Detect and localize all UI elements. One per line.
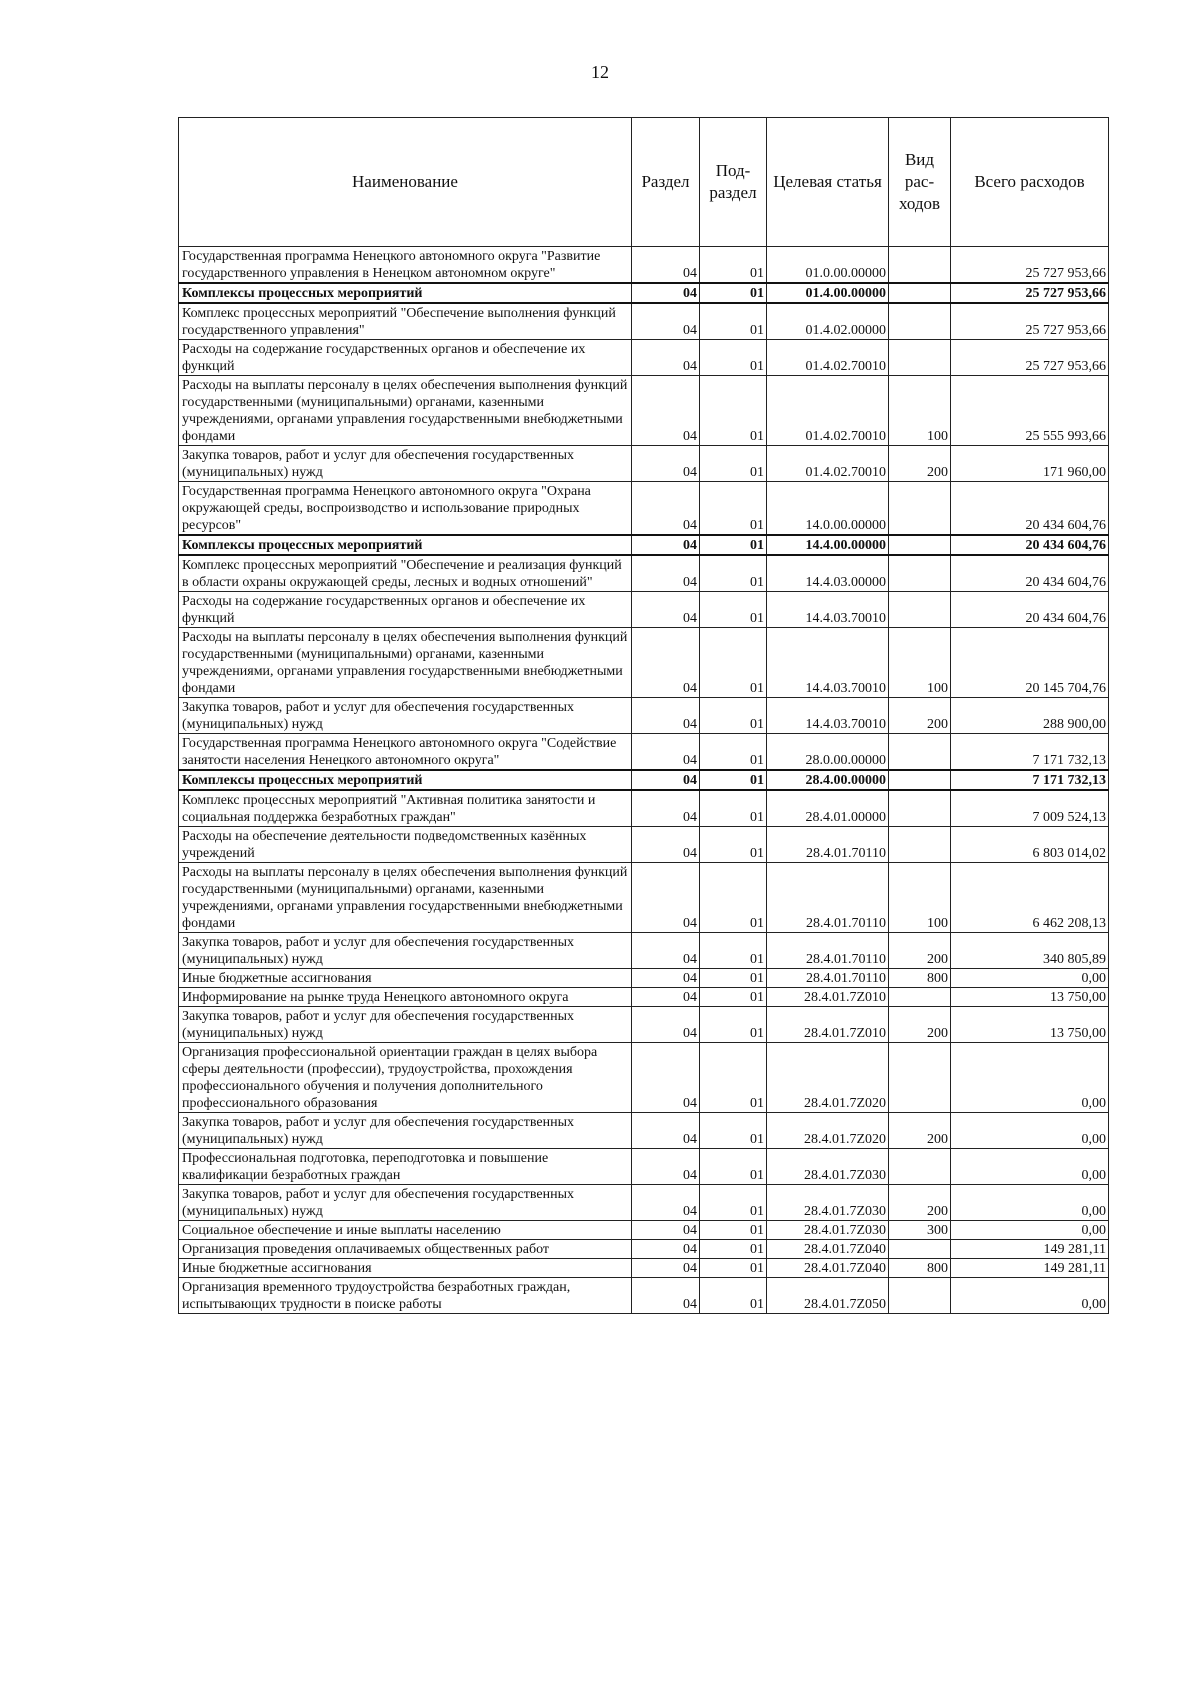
table-row: [179, 535, 1109, 555]
row-amount: 6 462 208,13: [951, 863, 1109, 933]
row-amount: 20 434 604,76: [951, 592, 1109, 628]
row-amount: 288 900,00: [951, 698, 1109, 734]
row-expense-type: [889, 1149, 951, 1185]
row-amount: 0,00: [951, 1278, 1109, 1314]
row-section: 04: [632, 770, 700, 790]
row-section: 04: [632, 340, 700, 376]
row-expense-type: 200: [889, 1185, 951, 1221]
row-expense-type: 100: [889, 376, 951, 446]
table-row: [179, 969, 1109, 988]
row-subsection: 01: [700, 1240, 767, 1259]
row-name: Расходы на содержание государственных органов и обеспечение их функций: [179, 340, 632, 376]
table-row: [179, 1007, 1109, 1043]
row-subsection: 01: [700, 303, 767, 340]
row-subsection: 01: [700, 969, 767, 988]
row-subsection: 01: [700, 1113, 767, 1149]
header-name: Наименование: [179, 118, 632, 247]
row-section: 04: [632, 482, 700, 536]
row-expense-type: [889, 1043, 951, 1113]
table-row: [179, 1221, 1109, 1240]
row-section: 04: [632, 1185, 700, 1221]
table-row: [179, 247, 1109, 284]
row-subsection: 01: [700, 1278, 767, 1314]
row-amount: 149 281,11: [951, 1259, 1109, 1278]
row-article: 28.4.01.70110: [767, 933, 889, 969]
row-section: 04: [632, 1221, 700, 1240]
table-row: [179, 303, 1109, 340]
row-name: Закупка товаров, работ и услуг для обеспечения государственных (муниципальных) нужд: [179, 933, 632, 969]
row-subsection: 01: [700, 1221, 767, 1240]
row-amount: 7 171 732,13: [951, 770, 1109, 790]
row-subsection: 01: [700, 988, 767, 1007]
table-row: [179, 770, 1109, 790]
row-section: 04: [632, 1149, 700, 1185]
row-amount: 7 171 732,13: [951, 734, 1109, 771]
row-article: 14.4.03.70010: [767, 592, 889, 628]
row-amount: 0,00: [951, 1149, 1109, 1185]
row-expense-type: [889, 790, 951, 827]
row-expense-type: 200: [889, 446, 951, 482]
row-article: 14.4.03.00000: [767, 555, 889, 592]
row-subsection: 01: [700, 933, 767, 969]
table-row: [179, 592, 1109, 628]
row-subsection: 01: [700, 555, 767, 592]
row-name: Закупка товаров, работ и услуг для обеспечения государственных (муниципальных) нужд: [179, 1007, 632, 1043]
table-row: [179, 790, 1109, 827]
header-total: Всего расходов: [951, 118, 1109, 247]
row-name: Комплексы процессных мероприятий: [179, 770, 632, 790]
row-name: Расходы на содержание государственных органов и обеспечение их функций: [179, 592, 632, 628]
row-name: Информирование на рынке труда Ненецкого автономного округа: [179, 988, 632, 1007]
table-row: [179, 446, 1109, 482]
row-amount: 25 555 993,66: [951, 376, 1109, 446]
row-article: 28.4.01.7Z010: [767, 988, 889, 1007]
row-section: 04: [632, 734, 700, 771]
row-subsection: 01: [700, 628, 767, 698]
row-section: 04: [632, 863, 700, 933]
row-expense-type: 200: [889, 933, 951, 969]
row-article: 28.4.01.7Z040: [767, 1240, 889, 1259]
row-section: 04: [632, 1113, 700, 1149]
row-name: Закупка товаров, работ и услуг для обеспечения государственных (муниципальных) нужд: [179, 698, 632, 734]
row-article: 28.4.01.7Z050: [767, 1278, 889, 1314]
row-section: 04: [632, 592, 700, 628]
row-expense-type: [889, 247, 951, 284]
row-section: 04: [632, 827, 700, 863]
table-row: [179, 1278, 1109, 1314]
row-expense-type: 200: [889, 1007, 951, 1043]
row-subsection: 01: [700, 592, 767, 628]
row-article: 28.4.01.70110: [767, 969, 889, 988]
row-subsection: 01: [700, 1149, 767, 1185]
row-expense-type: 300: [889, 1221, 951, 1240]
row-subsection: 01: [700, 247, 767, 284]
row-amount: 149 281,11: [951, 1240, 1109, 1259]
row-name: Организация проведения оплачиваемых общественных работ: [179, 1240, 632, 1259]
row-article: 28.4.01.7Z030: [767, 1149, 889, 1185]
table-row: [179, 340, 1109, 376]
row-expense-type: [889, 988, 951, 1007]
row-expense-type: 800: [889, 1259, 951, 1278]
row-amount: 7 009 524,13: [951, 790, 1109, 827]
row-subsection: 01: [700, 1259, 767, 1278]
row-subsection: 01: [700, 1043, 767, 1113]
row-expense-type: [889, 827, 951, 863]
table-row: [179, 863, 1109, 933]
row-article: 01.0.00.00000: [767, 247, 889, 284]
row-section: 04: [632, 1007, 700, 1043]
row-article: 28.4.01.7Z030: [767, 1221, 889, 1240]
row-expense-type: [889, 770, 951, 790]
row-section: 04: [632, 790, 700, 827]
row-subsection: 01: [700, 283, 767, 303]
row-amount: 25 727 953,66: [951, 247, 1109, 284]
row-section: 04: [632, 283, 700, 303]
row-name: Комплексы процессных мероприятий: [179, 283, 632, 303]
table-row: [179, 827, 1109, 863]
row-name: Организация профессиональной ориентации граждан в целях выбора сферы деятельности (профессии), трудоустройства, прохождения профессионального обучения и получения дополнительного профессионального образования: [179, 1043, 632, 1113]
table-row: [179, 1185, 1109, 1221]
row-section: 04: [632, 698, 700, 734]
row-name: Расходы на выплаты персоналу в целях обеспечения выполнения функций государственными (муниципальными) органами, казенными учреждениями, органами управления государственными внебюджетными фондами: [179, 863, 632, 933]
row-section: 04: [632, 555, 700, 592]
row-expense-type: [889, 482, 951, 536]
table-row: [179, 1043, 1109, 1113]
row-amount: 13 750,00: [951, 988, 1109, 1007]
row-expense-type: 800: [889, 969, 951, 988]
row-amount: 25 727 953,66: [951, 283, 1109, 303]
row-name: Государственная программа Ненецкого автономного округа "Охрана окружающей среды, воспроизводство и использование природных ресурсов": [179, 482, 632, 536]
row-expense-type: [889, 340, 951, 376]
table-row: [179, 933, 1109, 969]
row-name: Закупка товаров, работ и услуг для обеспечения государственных (муниципальных) нужд: [179, 1185, 632, 1221]
header-expense-type: Вид рас-ходов: [889, 118, 951, 247]
row-name: Закупка товаров, работ и услуг для обеспечения государственных (муниципальных) нужд: [179, 446, 632, 482]
table-header-row: [179, 118, 1109, 247]
row-subsection: 01: [700, 376, 767, 446]
row-subsection: 01: [700, 863, 767, 933]
table-row: [179, 1149, 1109, 1185]
row-amount: 25 727 953,66: [951, 303, 1109, 340]
row-amount: 0,00: [951, 1221, 1109, 1240]
page-number: 12: [591, 62, 609, 82]
row-expense-type: 200: [889, 1113, 951, 1149]
row-section: 04: [632, 247, 700, 284]
row-section: 04: [632, 628, 700, 698]
row-subsection: 01: [700, 535, 767, 555]
row-name: Комплекс процессных мероприятий "Активная политика занятости и социальная поддержка безработных граждан": [179, 790, 632, 827]
table-row: [179, 1259, 1109, 1278]
budget-table: [178, 117, 1109, 1314]
row-article: 01.4.02.70010: [767, 340, 889, 376]
row-section: 04: [632, 1278, 700, 1314]
row-subsection: 01: [700, 340, 767, 376]
row-expense-type: 200: [889, 698, 951, 734]
row-name: Государственная программа Ненецкого автономного округа "Содействие занятости населения Ненецкого автономного округа": [179, 734, 632, 771]
row-name: Расходы на обеспечение деятельности подведомственных казённых учреждений: [179, 827, 632, 863]
row-name: Иные бюджетные ассигнования: [179, 969, 632, 988]
row-subsection: 01: [700, 446, 767, 482]
row-expense-type: [889, 555, 951, 592]
table-row: [179, 482, 1109, 536]
row-subsection: 01: [700, 734, 767, 771]
row-name: Иные бюджетные ассигнования: [179, 1259, 632, 1278]
row-subsection: 01: [700, 827, 767, 863]
row-name: Расходы на выплаты персоналу в целях обеспечения выполнения функций государственными (муниципальными) органами, казенными учреждениями, органами управления государственными внебюджетными фондами: [179, 376, 632, 446]
row-section: 04: [632, 376, 700, 446]
row-expense-type: 100: [889, 628, 951, 698]
row-expense-type: [889, 283, 951, 303]
row-name: Социальное обеспечение и иные выплаты населению: [179, 1221, 632, 1240]
row-subsection: 01: [700, 1185, 767, 1221]
header-subsection: Под-раздел: [700, 118, 767, 247]
row-name: Закупка товаров, работ и услуг для обеспечения государственных (муниципальных) нужд: [179, 1113, 632, 1149]
row-article: 01.4.02.70010: [767, 376, 889, 446]
table-body: [179, 247, 1109, 1314]
row-subsection: 01: [700, 482, 767, 536]
table-row: [179, 555, 1109, 592]
row-subsection: 01: [700, 770, 767, 790]
row-amount: 0,00: [951, 969, 1109, 988]
row-section: 04: [632, 969, 700, 988]
row-amount: 0,00: [951, 1185, 1109, 1221]
row-subsection: 01: [700, 790, 767, 827]
row-amount: 25 727 953,66: [951, 340, 1109, 376]
row-article: 14.0.00.00000: [767, 482, 889, 536]
row-name: Расходы на выплаты персоналу в целях обеспечения выполнения функций государственными (муниципальными) органами, казенными учреждениями, органами управления государственными внебюджетными фондами: [179, 628, 632, 698]
header-article: Целевая статья: [767, 118, 889, 247]
row-expense-type: [889, 1240, 951, 1259]
row-section: 04: [632, 1240, 700, 1259]
row-article: 14.4.00.00000: [767, 535, 889, 555]
table-row: [179, 734, 1109, 771]
row-article: 28.4.01.7Z020: [767, 1043, 889, 1113]
row-article: 28.4.01.7Z020: [767, 1113, 889, 1149]
row-amount: 0,00: [951, 1043, 1109, 1113]
row-article: 28.4.01.7Z010: [767, 1007, 889, 1043]
row-article: 14.4.03.70010: [767, 698, 889, 734]
row-article: 01.4.02.00000: [767, 303, 889, 340]
header-section: Раздел: [632, 118, 700, 247]
row-section: 04: [632, 303, 700, 340]
table-row: [179, 1240, 1109, 1259]
row-name: Комплекс процессных мероприятий "Обеспечение выполнения функций государственного управления": [179, 303, 632, 340]
row-section: 04: [632, 1043, 700, 1113]
row-name: Государственная программа Ненецкого автономного округа "Развитие государственного управления в Ненецком автономном округе": [179, 247, 632, 284]
table-row: [179, 283, 1109, 303]
row-amount: 20 434 604,76: [951, 555, 1109, 592]
row-article: 28.0.00.00000: [767, 734, 889, 771]
row-article: 28.4.01.00000: [767, 790, 889, 827]
row-amount: 20 145 704,76: [951, 628, 1109, 698]
table-row: [179, 988, 1109, 1007]
row-amount: 20 434 604,76: [951, 535, 1109, 555]
table-row: [179, 376, 1109, 446]
row-section: 04: [632, 988, 700, 1007]
row-name: Организация временного трудоустройства безработных граждан, испытывающих трудности в поиске работы: [179, 1278, 632, 1314]
table-row: [179, 698, 1109, 734]
row-expense-type: [889, 303, 951, 340]
row-expense-type: [889, 535, 951, 555]
table-row: [179, 628, 1109, 698]
row-section: 04: [632, 933, 700, 969]
row-amount: 171 960,00: [951, 446, 1109, 482]
row-name: Комплексы процессных мероприятий: [179, 535, 632, 555]
row-name: Профессиональная подготовка, переподготовка и повышение квалификации безработных граждан: [179, 1149, 632, 1185]
table-row: [179, 1113, 1109, 1149]
row-amount: 340 805,89: [951, 933, 1109, 969]
row-section: 04: [632, 1259, 700, 1278]
row-expense-type: [889, 592, 951, 628]
row-section: 04: [632, 535, 700, 555]
row-article: 28.4.01.7Z040: [767, 1259, 889, 1278]
row-amount: 13 750,00: [951, 1007, 1109, 1043]
row-subsection: 01: [700, 698, 767, 734]
row-article: 28.4.01.70110: [767, 863, 889, 933]
row-article: 28.4.01.7Z030: [767, 1185, 889, 1221]
row-expense-type: 100: [889, 863, 951, 933]
row-article: 28.4.01.70110: [767, 827, 889, 863]
row-article: 01.4.00.00000: [767, 283, 889, 303]
row-expense-type: [889, 734, 951, 771]
row-amount: 6 803 014,02: [951, 827, 1109, 863]
row-name: Комплекс процессных мероприятий "Обеспечение и реализация функций в области охраны окружающей среды, лесных и водных отношений": [179, 555, 632, 592]
row-subsection: 01: [700, 1007, 767, 1043]
row-article: 14.4.03.70010: [767, 628, 889, 698]
row-article: 28.4.00.00000: [767, 770, 889, 790]
row-amount: 0,00: [951, 1113, 1109, 1149]
row-article: 01.4.02.70010: [767, 446, 889, 482]
row-section: 04: [632, 446, 700, 482]
row-expense-type: [889, 1278, 951, 1314]
row-amount: 20 434 604,76: [951, 482, 1109, 536]
